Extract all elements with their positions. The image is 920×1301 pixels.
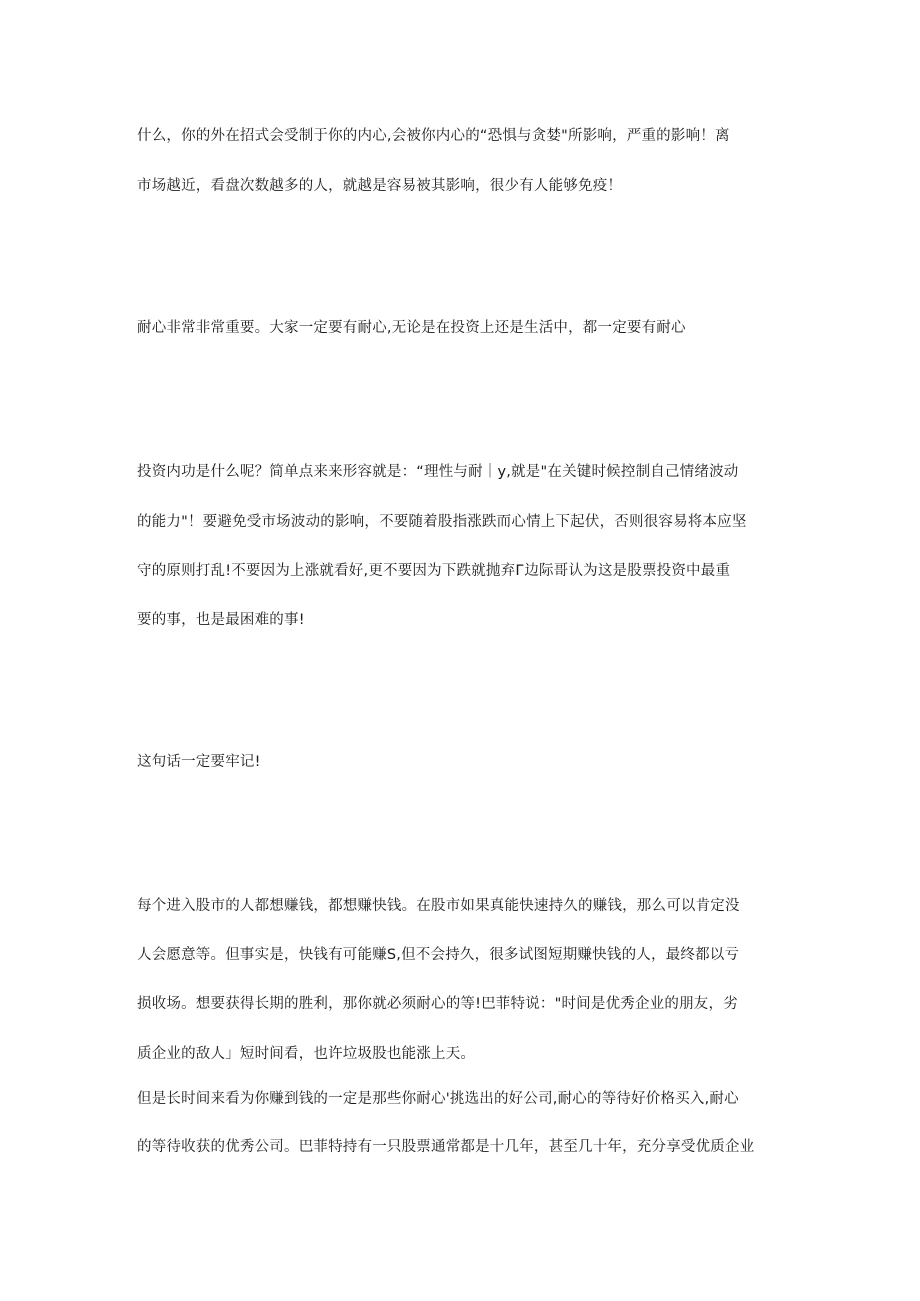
paragraph-1-line-1: 什么，你的外在招式会受制于你的内心,会被你内心的“恐惧与贪婪"所影响，严重的影响！离 (137, 128, 730, 144)
paragraph-5-line-5: 但是长时间来看为你赚到钱的一定是那些你耐心'挑选出的好公司,耐心的等待好价格买入,耐心 (137, 1091, 739, 1107)
paragraph-3-line-2: 的能力"！要避免受市场波动的影响，不要随着股指涨跌而心情上下起伏，否则很容易将本应坚 (137, 514, 747, 530)
paragraph-4-line-1: 这句话一定要牢记! (137, 754, 261, 770)
paragraph-5-line-4: 质企业的敌人」短时间看，也许垃圾股也能涨上天。 (137, 1046, 476, 1062)
paragraph-2-line-1: 耐心非常非常重要。大家一定要有耐心,无论是在投资上还是生活中，都一定要有耐心 (137, 320, 686, 336)
paragraph-3-line-1: 投资内功是什么呢？简单点来来形容就是：“理性与耐｜y,就是"在关键时候控制自己情绪波动 (137, 464, 739, 480)
paragraph-5-line-3: 损收场。想要获得长期的胜利，那你就必须耐心的等!巴菲特说："时间是优秀企业的朋友，劣 (137, 996, 738, 1012)
paragraph-3-line-4: 要的事，也是最困难的事! (137, 612, 305, 628)
paragraph-5-line-1: 每个进入股市的人都想赚钱，都想赚快钱。在股市如果真能快速持久的赚钱，那么可以肯定没 (137, 898, 740, 914)
paragraph-5-line-2: 人会愿意等。但事实是，快钱有可能赚S,但不会持久，很多试图短期赚快钱的人，最终都以亏 (137, 947, 740, 963)
paragraph-3-line-3: 守的原则打乱!不要因为上涨就看好,更不要因为下跌就抛弃Г边际哥认为这是股票投资中最重 (137, 563, 731, 579)
paragraph-1-line-2: 市场越近，看盘次数越多的人，就越是容易被其影响，很少有人能够免疫！ (137, 178, 623, 194)
paragraph-5-line-6: 的等待收获的优秀公司。巴菲特持有一只股票通常都是十几年，甚至几十年，充分享受优质企业 (137, 1139, 755, 1155)
